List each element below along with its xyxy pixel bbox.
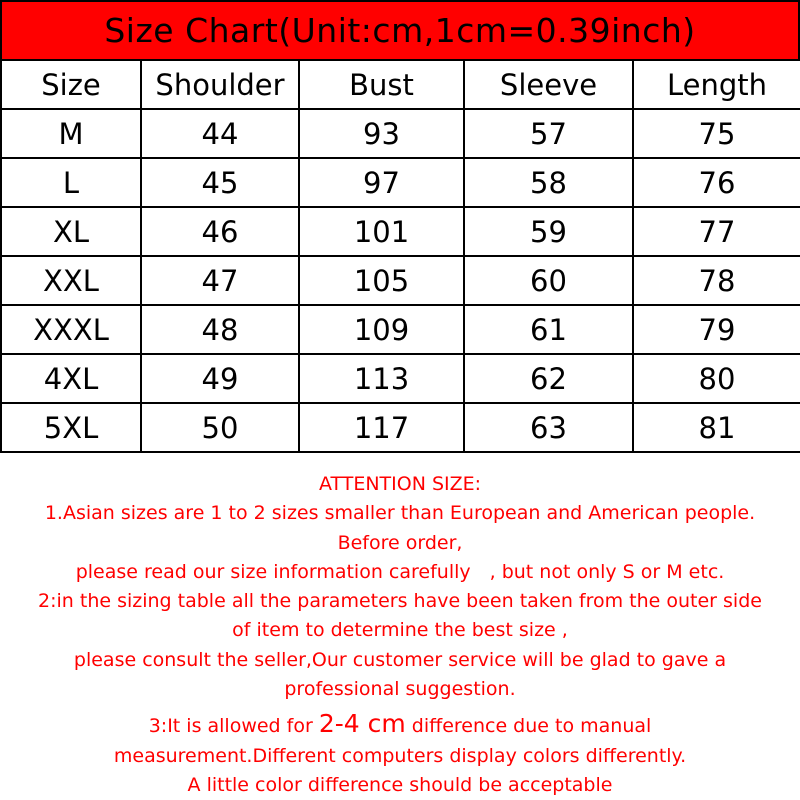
cell-length: 78 bbox=[633, 256, 800, 305]
note-3-suffix: difference due to manual bbox=[405, 715, 652, 738]
cell-length: 76 bbox=[633, 158, 800, 207]
cell-bust: 117 bbox=[299, 403, 464, 452]
note-2-line-2: of item to determine the best size , bbox=[232, 619, 568, 642]
cell-size: XXXL bbox=[1, 305, 141, 354]
table-row bbox=[1, 256, 800, 305]
cell-size: XXL bbox=[1, 256, 141, 305]
cell-bust: 113 bbox=[299, 354, 464, 403]
tolerance-highlight: 2-4 cm bbox=[318, 709, 406, 739]
size-table-body bbox=[1, 60, 800, 452]
cell-bust: 105 bbox=[299, 256, 464, 305]
note-3-line-3: A little color difference should be acceptable bbox=[187, 773, 613, 796]
cell-shoulder: 47 bbox=[141, 256, 299, 305]
table-row bbox=[1, 109, 800, 158]
cell-sleeve: 61 bbox=[464, 305, 633, 354]
cell-length: 77 bbox=[633, 207, 800, 256]
title-banner bbox=[0, 0, 800, 61]
column-header-size: Size bbox=[1, 60, 141, 109]
note-1-line-3: please read our size information carefully , but not only S or M etc. bbox=[75, 560, 725, 583]
column-header-bust: Bust bbox=[299, 60, 464, 109]
cell-bust: 97 bbox=[299, 158, 464, 207]
note-3-line-1 bbox=[0, 709, 800, 741]
attention-heading: ATTENTION SIZE: bbox=[318, 473, 482, 495]
cell-sleeve: 58 bbox=[464, 158, 633, 207]
cell-sleeve: 57 bbox=[464, 109, 633, 158]
cell-length: 75 bbox=[633, 109, 800, 158]
note-2-line-1: 2:in the sizing table all the parameters have been taken from the outer side bbox=[38, 590, 762, 613]
cell-size: L bbox=[1, 158, 141, 207]
cell-shoulder: 50 bbox=[141, 403, 299, 452]
cell-sleeve: 62 bbox=[464, 354, 633, 403]
column-header-length: Length bbox=[633, 60, 800, 109]
cell-sleeve: 59 bbox=[464, 207, 633, 256]
cell-length: 79 bbox=[633, 305, 800, 354]
note-3-line-2: measurement.Different computers display colors differently. bbox=[113, 744, 687, 767]
cell-size: 5XL bbox=[1, 403, 141, 452]
cell-length: 80 bbox=[633, 354, 800, 403]
cell-shoulder: 46 bbox=[141, 207, 299, 256]
column-header-sleeve: Sleeve bbox=[464, 60, 633, 109]
table-row bbox=[1, 354, 800, 403]
table-row bbox=[1, 403, 800, 452]
note-2-line-3: please consult the seller,Our customer service will be glad to gave a bbox=[73, 648, 727, 671]
cell-bust: 101 bbox=[299, 207, 464, 256]
table-header-row bbox=[1, 60, 800, 109]
cell-size: XL bbox=[1, 207, 141, 256]
cell-shoulder: 45 bbox=[141, 158, 299, 207]
note-2-line-4: professional suggestion. bbox=[284, 678, 516, 701]
cell-size: 4XL bbox=[1, 354, 141, 403]
cell-bust: 109 bbox=[299, 305, 464, 354]
table-row bbox=[1, 158, 800, 207]
cell-bust: 93 bbox=[299, 109, 464, 158]
cell-sleeve: 60 bbox=[464, 256, 633, 305]
cell-length: 81 bbox=[633, 403, 800, 452]
note-1-line-2: Before order, bbox=[337, 531, 463, 554]
column-header-shoulder: Shoulder bbox=[141, 60, 299, 109]
note-1-line-1: 1.Asian sizes are 1 to 2 sizes smaller than European and American people. bbox=[44, 502, 756, 525]
page-title: Size Chart(Unit:cm,1cm=0.39inch) bbox=[104, 11, 696, 50]
table-row bbox=[1, 207, 800, 256]
cell-shoulder: 48 bbox=[141, 305, 299, 354]
note-3-prefix: 3:It is allowed for bbox=[148, 715, 319, 738]
cell-shoulder: 49 bbox=[141, 354, 299, 403]
cell-sleeve: 63 bbox=[464, 403, 633, 452]
cell-shoulder: 44 bbox=[141, 109, 299, 158]
cell-size: M bbox=[1, 109, 141, 158]
attention-notes bbox=[0, 470, 800, 800]
table-row bbox=[1, 305, 800, 354]
size-table bbox=[0, 59, 800, 453]
